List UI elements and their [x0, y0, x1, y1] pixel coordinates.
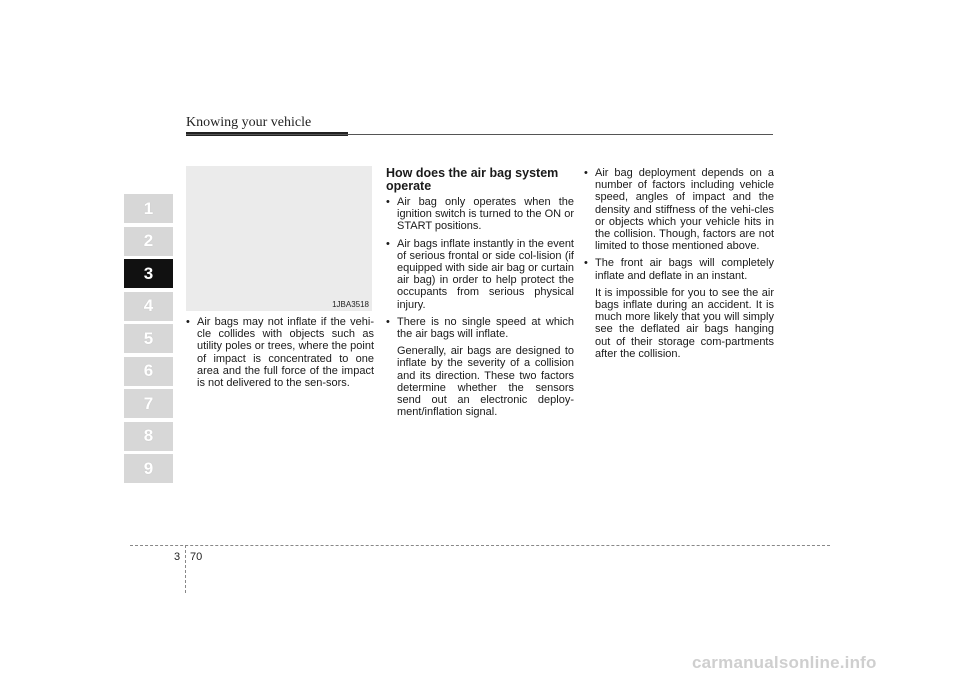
bullet-item: • Air bag only operates when the ignition switch is turned to the ON or START positions. — [386, 196, 574, 233]
bullet-paragraph: Generally, air bags are designed to inflate by the severity of a collision and its direction. These two factors determine whether the sensors send out an electronic deploy-ment/inflation signal. — [397, 345, 574, 419]
chapter-tabs — [124, 194, 173, 487]
bullet-item: • There is no single speed at which the air bags will inflate. — [386, 316, 574, 340]
chapter-tab-9[interactable]: 9 — [124, 454, 173, 483]
column-3 — [584, 167, 774, 365]
footer-chapter-number: 3 — [174, 551, 181, 563]
bullet-item: • Air bags inflate instantly in the event of serious frontal or side col-lision (if equipped with side air bag or curtain air bag) in order to help protect the occupants from serious physical injury. — [386, 238, 574, 311]
header-rule — [186, 134, 773, 135]
footer-page-number: 70 — [190, 551, 203, 563]
bullet-item: • Air bag deployment depends on a number of factors including vehicle speed, angles of impact and the density and stiffness of the vehi-cles or objects which your vehicle hits in the collision. Though, factors are not limited to those mentioned above. — [584, 167, 774, 252]
chapter-tab-2[interactable]: 2 — [124, 227, 173, 256]
chapter-tab-5[interactable]: 5 — [124, 324, 173, 353]
bullet-item: • The front air bags will completely inflate and deflate in an instant. — [584, 257, 774, 281]
chapter-tab-1[interactable]: 1 — [124, 194, 173, 223]
chapter-tab-3[interactable]: 3 — [124, 259, 173, 288]
chapter-tab-8[interactable]: 8 — [124, 422, 173, 451]
column-1 — [186, 316, 374, 394]
watermark-text: carmanualsonline.info — [692, 653, 877, 672]
section-title: How does the air bag system operate — [386, 166, 559, 193]
chapter-tab-4[interactable]: 4 — [124, 292, 173, 321]
figure-code: 1JBA3518 — [332, 300, 369, 309]
illustration-placeholder — [186, 166, 372, 311]
chapter-tab-7[interactable]: 7 — [124, 389, 173, 418]
page-header-title: Knowing your vehicle — [186, 115, 312, 130]
footer-rule — [130, 545, 830, 546]
chapter-tab-6[interactable]: 6 — [124, 357, 173, 386]
column-2 — [386, 167, 574, 423]
bullet-paragraph: It is impossible for you to see the air bags inflate during an accident. It is much more likely that you will simply see the deflated air bags hanging out of their storage com-partments after the collision. — [595, 286, 774, 360]
bullet-item: • Air bags may not inflate if the vehi-cle collides with objects such as utility poles or trees, where the point of impact is concentrated to one area and the full force of the impact is not delivered to the sen-sors. — [186, 316, 374, 389]
footer-divider — [185, 545, 186, 593]
